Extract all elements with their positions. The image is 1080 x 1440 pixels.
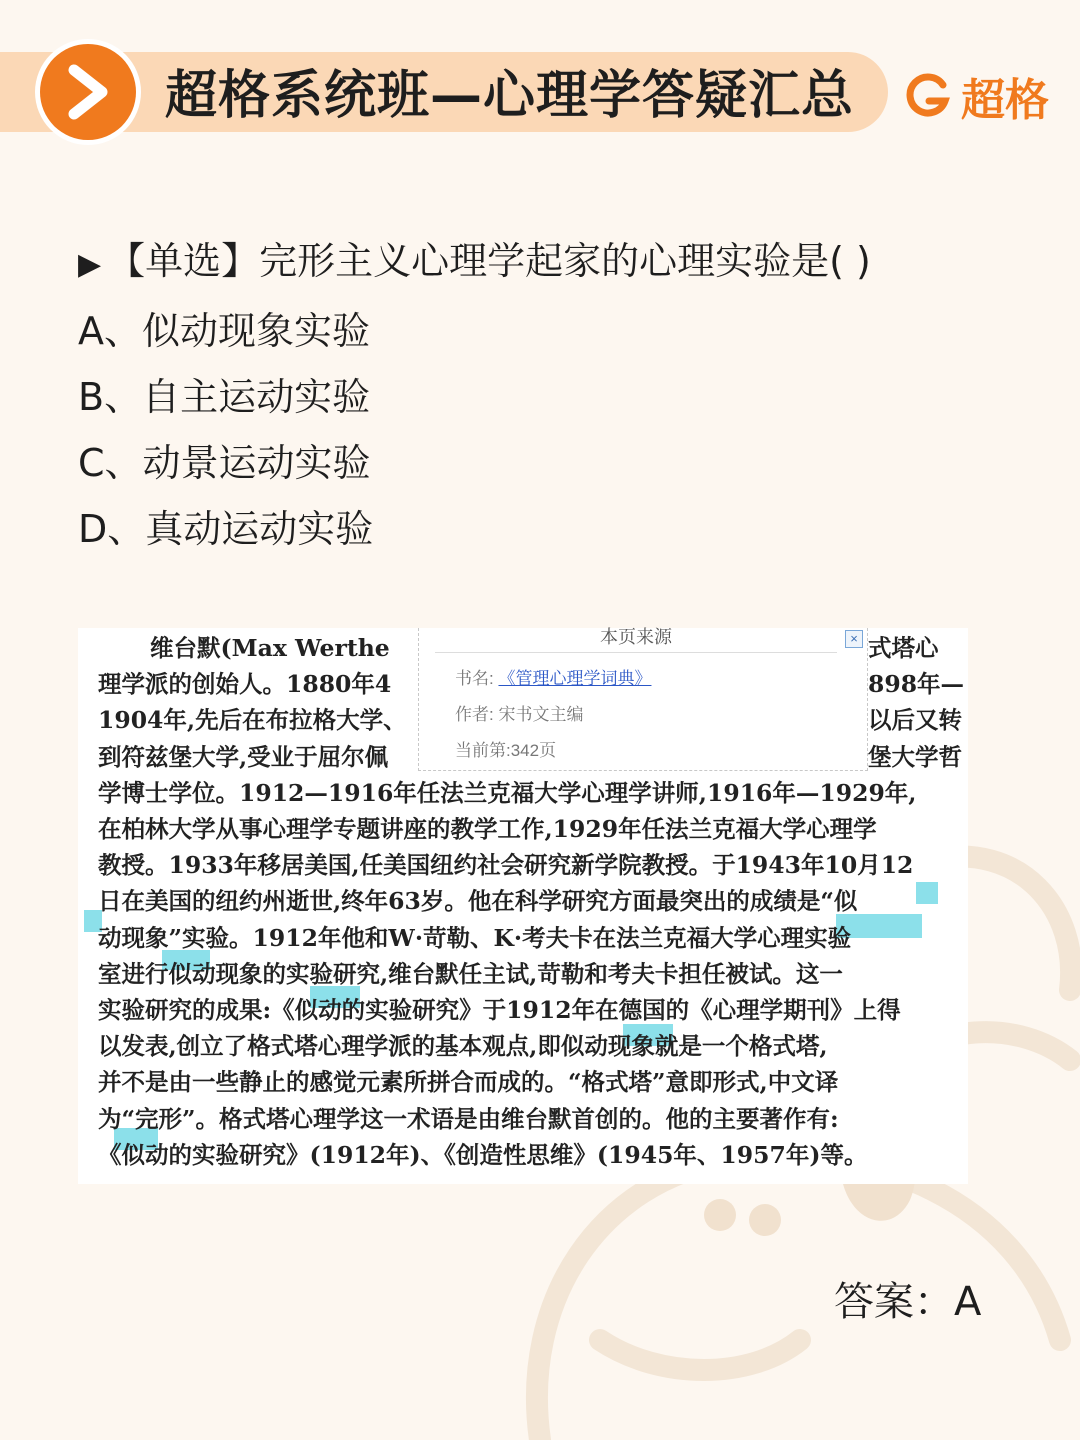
question-block [78,228,1038,562]
option-a: A、似动现象实验 [78,309,370,353]
scan-line: 在柏林大学从事心理学专题讲座的教学工作,1929年任法兰克福大学心理学 [98,815,877,844]
play-marker-icon: ▶ [78,247,102,282]
scan-fragment: 以后又转 [868,706,962,735]
popup-title: 本页来源 [435,628,837,653]
scan-line: 学博士学位。1912—1916年任法兰克福大学心理学讲师,1916年—1929年, [98,778,917,807]
scan-line: 动现象”实验。1912年他和W·苛勒、K·考夫卡在法兰克福大学心理实验 [98,923,852,952]
scan-fragment: 式塔心 [868,634,939,662]
brand-g-icon [905,73,951,119]
question-text: 【单选】完形主义心理学起家的心理实验是( ) [107,239,871,283]
scan-line: 室进行似动现象的实验研究,维台默任主试,苛勒和考夫卡担任被试。这一 [98,959,843,988]
answer-text: 答案：A [834,1279,982,1325]
question-stem [78,228,1038,298]
book-title-link[interactable]: 《管理心理学词典》 [498,669,652,688]
scan-line: 教授。1933年移居美国,任美国纽约社会研究新学院教授。于1943年10月12 [98,851,914,880]
close-icon[interactable]: × [845,630,863,648]
scan-line: 为“完形”。格式塔心理学这一术语是由维台默首创的。他的主要著作有: [98,1104,839,1133]
scan-line: 理学派的创始人。1880年4 [98,670,392,699]
popup-page: 当前第:342页 [455,741,557,760]
scan-fragment: 堡大学哲 [868,742,962,771]
scan-line: 以发表,创立了格式塔心理学派的基本观点,即似动现象就是一个格式塔, [98,1032,828,1061]
scan-line: 到符兹堡大学,受业于屈尔佩 [98,742,389,771]
page-title: 超格系统班—心理学答疑汇总 [165,66,855,126]
popup-book-row [455,664,651,689]
option-c: C、动景运动实验 [78,441,371,485]
scan-line: 1904年,先后在布拉格大学、 [98,706,407,735]
scan-right-fragments [868,630,964,775]
scan-line: 并不是由一些静止的感觉元素所拼合而成的。“格式塔”意即形式,中文译 [98,1068,839,1097]
scan-line: 实验研究的成果:《似动的实验研究》于1912年在德国的《心理学期刊》上得 [98,996,901,1025]
scan-fragment: 898年— [868,670,965,699]
scan-line: 《似动的实验研究》(1912年)、《创造性思维》(1945年、1957年)等。 [98,1140,868,1169]
option-b: B、自主运动实验 [78,375,371,419]
brand-logo [905,66,1049,126]
scan-line: 维台默(Max Werthe [150,634,390,662]
popup-author: 作者: 宋书文主编 [455,705,584,724]
book-label: 书名: [455,669,494,688]
option-d: D、真动运动实验 [78,507,374,551]
chevron-right-icon [40,44,136,140]
brand-name: 超格 [961,75,1049,126]
source-popup [418,628,868,771]
scan-line: 日在美国的纽约州逝世,终年63岁。他在科学研究方面最突出的成绩是“似 [98,887,858,916]
